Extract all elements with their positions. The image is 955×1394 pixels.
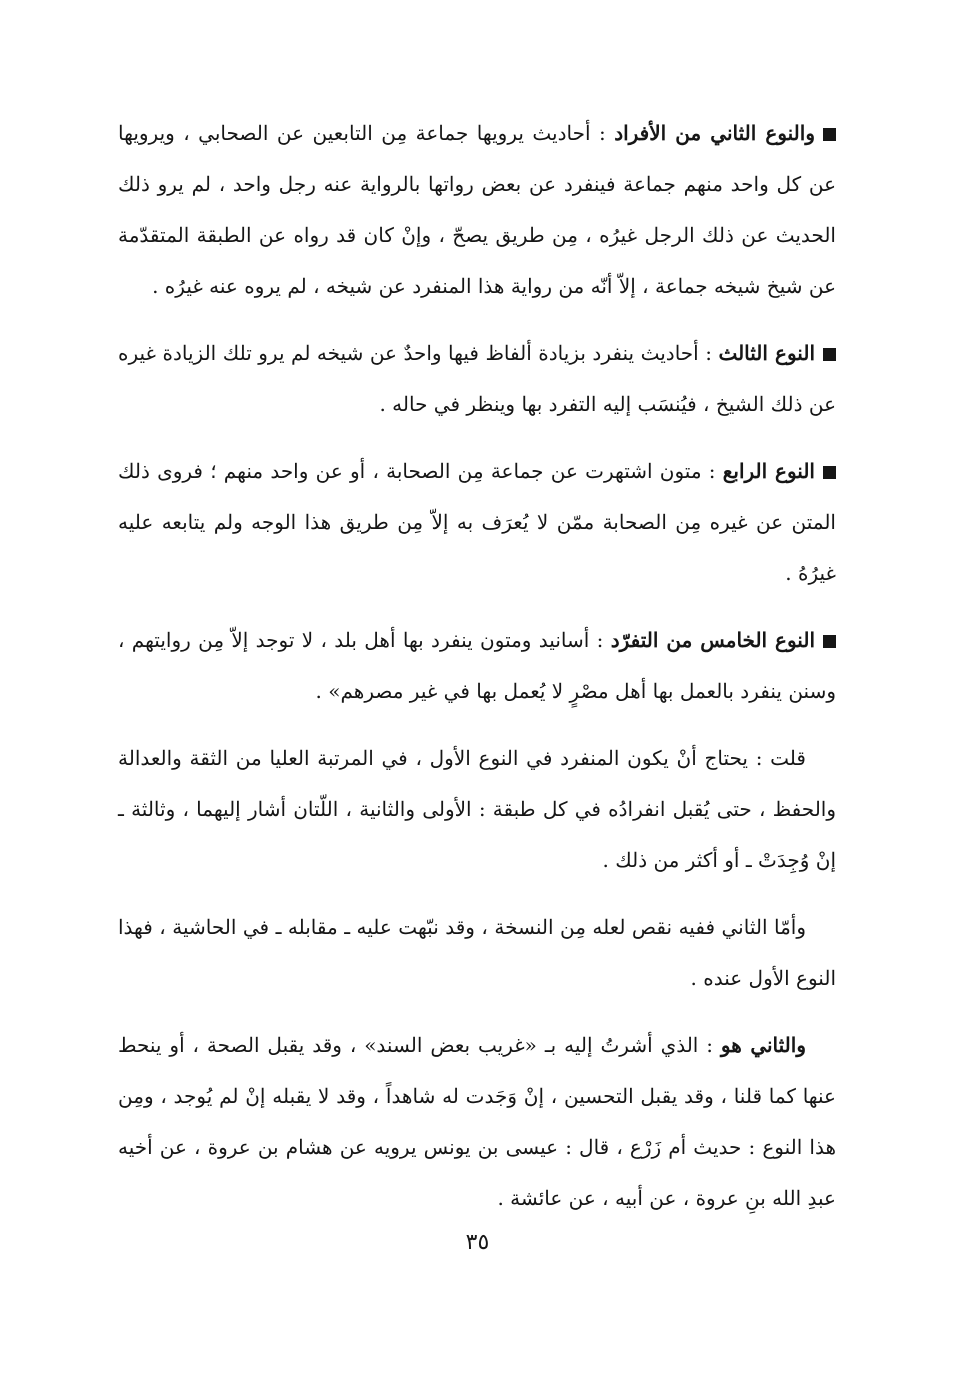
paragraph-body: قلت : يحتاج أنْ يكون المنفرد في النوع الأول ، في المرتبة العليا من الثقة والعدالة والحفظ ، حتى يُقبل انفرادُه في كل طبقة : الأولى والثانية ، اللّتان أشار إليهما ، وثالثة ـ إنْ وُجِدَتْ ـ أو أكثر من ذلك .: [118, 746, 836, 872]
page-number: ٣٥: [465, 1230, 490, 1255]
paragraph-fourth-type: [118, 446, 836, 599]
square-bullet-icon: [823, 466, 836, 479]
paragraph-heading: النوع الثالث: [718, 341, 815, 365]
paragraph-second-type: [118, 108, 836, 312]
paragraph-heading: النوع الخامس من التفرّد: [610, 628, 815, 652]
paragraph-body: : أحاديث ينفرد بزيادة ألفاظ فيها واحدٌ عن شيخه لم يرو تلك الزيادة غيره عن ذلك الشيخ ، فيُنسَب إليه التفرد بها وينظر في حاله .: [118, 341, 836, 416]
paragraph-heading: والثاني هو: [720, 1033, 806, 1057]
paragraph-note: [118, 902, 836, 1004]
paragraph-third-type: [118, 328, 836, 430]
square-bullet-icon: [823, 128, 836, 141]
square-bullet-icon: [823, 348, 836, 361]
paragraph-heading: والنوع الثاني من الأفراد: [614, 121, 815, 145]
paragraph-heading: النوع الرابع: [722, 459, 815, 483]
paragraph-fifth-type: [118, 615, 836, 717]
paragraph-comment: [118, 733, 836, 886]
paragraph-body: : أحاديث يرويها جماعة مِن التابعين عن الصحابي ، ويرويها عن كل واحد منهم جماعة فينفرد عن بعض رواتها بالرواية عنه رجل واحد ، لم يرو ذلك الحديث عن ذلك الرجل غيرُه ، مِن طريق يصحّ ، وإنْ كان قد رواه عن الطبقة المتقدّمة عن شيخ شيخه جماعة ، إلاّ أنّه من رواية هذا المنفرد عن شيخه ، لم يروه عنه غيرُه .: [118, 121, 836, 298]
paragraph-body: : أسانيد ومتون ينفرد بها أهل بلد ، لا توجد إلاّ مِن روايتهم ، وسنن ينفرد بالعمل بها أهل مصْرٍ لا يُعمل بها في غير مصرهم» .: [118, 628, 836, 703]
paragraph-second-kind: [118, 1020, 836, 1224]
paragraph-body: وأمّا الثاني ففيه نقص لعله مِن النسخة ، وقد نبّهت عليه ـ مقابله ـ في الحاشية ، فهذا النوع الأول عنده .: [118, 915, 836, 990]
paragraph-body: : الذي أشرتُ إليه بـ «غريب بعض السند» ، وقد يقبل الصحة ، أو ينحط عنها كما قلنا ، وقد يقبل التحسين ، إنْ وَجَدت له شاهداً ، وقد لا يقبله إنْ لم يُوجد ، ومِن هذا النوع : حديث أم زَرْع ، قال : عيسى بن يونس يرويه عن هشام بن عروة ، عن أخيه عبدِ الله بنِ عروة ، عن أبيه ، عن عائشة .: [118, 1033, 836, 1210]
page-text: [118, 108, 836, 1240]
square-bullet-icon: [823, 635, 836, 648]
paragraph-body: : متون اشتهرت عن جماعة مِن الصحابة ، أو عن واحد منهم ؛ فروى ذلك المتن عن غيره مِن الصحابة ممّن لا يُعرَف به إلاّ مِن طريق هذا الوجه ولم يتابعه عليه غيرُهُ .: [118, 459, 836, 585]
